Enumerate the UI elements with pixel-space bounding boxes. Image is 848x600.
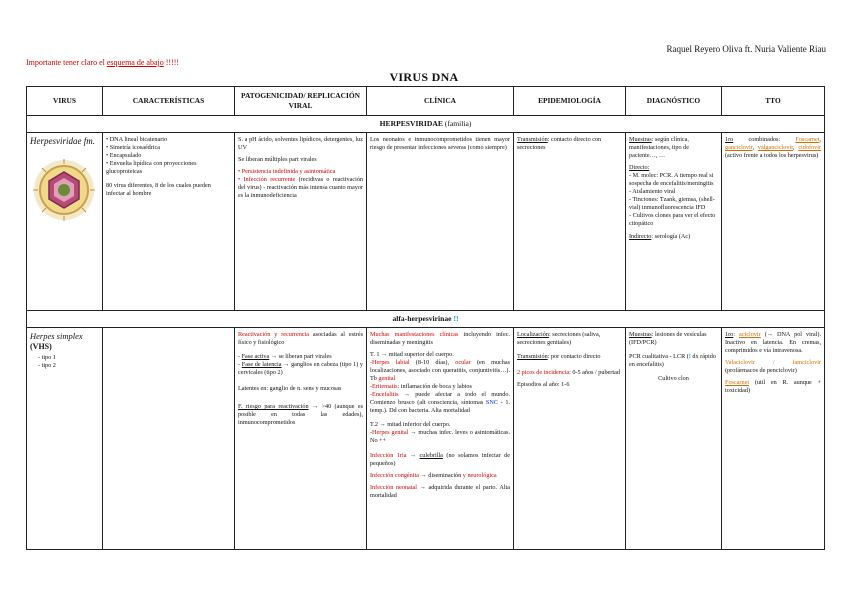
hsv-epi-text: : secreciones (saliva, secreciones genitales) xyxy=(517,330,601,346)
hsv-clin-text: → adquirida durante el parto. Alta mortalidad xyxy=(370,483,510,499)
tto-label: 1ro xyxy=(725,135,734,143)
herpesvirus-illustration xyxy=(32,158,96,222)
hsv-clin-text: → xyxy=(406,451,420,459)
hsv-clin-text: : inflamación de boca y labios xyxy=(397,383,472,391)
virus-table xyxy=(26,86,825,550)
hsv-tto-text: (→ DNA pol viral). Inactivo en latencia. En cremas, comprimidos e vía intravenosa. xyxy=(725,330,821,354)
col-header-caracteristicas: CARACTERÍSTICAS xyxy=(103,87,235,116)
epi-text: : contacto directo con secreciones xyxy=(517,135,602,151)
hsv-diag-pcr: PCR cualitativa - LCR xyxy=(629,352,686,360)
diag-item: - Tinciones: Tzank, giemsa, (shell-vial) inmunofluorescencia IFD xyxy=(629,196,715,212)
hsv-tto-text: : xyxy=(733,330,740,338)
tto-text: combinados: xyxy=(733,135,796,143)
hsv-type: tipo 2 xyxy=(41,362,56,370)
hsv-clin-text: (en muchas localizaciones, asociado con queratitis, conjuntivitis…). Tb xyxy=(370,358,510,383)
hsv-clin-genital: genital xyxy=(378,375,396,383)
hsv-clin-labial: -Herpes labial xyxy=(370,358,410,366)
hsv-diag-text: : lesiones de vesículas (IFD/PCR) xyxy=(629,330,707,346)
hsv-clin-text: incluyendo infec. diseminadas y meningitis xyxy=(370,330,510,346)
hsv-tto-label: 1ro xyxy=(725,330,734,338)
hsv-epi-picos: 2 picos de incidencia xyxy=(517,368,570,376)
hsv-clin-text: (8-10 días), xyxy=(409,358,456,366)
table-header-row xyxy=(27,87,825,116)
tto-sep: , xyxy=(819,135,821,143)
section2-title: alfa-herpesvirinae xyxy=(392,313,452,323)
section-title-alfa xyxy=(27,310,825,327)
diag-indirecto-text: : serología (Ac) xyxy=(651,232,691,240)
important-prefix: Importante tener claro el xyxy=(26,58,107,67)
hsv-fase-latencia: Fase de latencia xyxy=(241,360,282,368)
col-header-virus: VIRUS xyxy=(27,87,103,116)
caract-note: 80 virus diferentes, 8 de los cuales pueden infectar al hombre xyxy=(106,182,211,198)
tto-sep: , xyxy=(793,143,799,151)
hsv-clin-text: (no solamos infectar de pequeños) xyxy=(370,451,511,467)
hsv-epi-episodios: Episodios al año: 1-6 xyxy=(517,380,570,388)
cell-virus xyxy=(27,132,103,310)
author-credit: Raquel Reyero Oliva ft. Nuria Valiente Riau xyxy=(666,44,826,54)
pato-recurrente: • Infección recurrente xyxy=(238,176,296,184)
clinica-text: Los neonatos e inmunocomprometidos tienen mayor riesgo de presentar infecciones severas (como siempre) xyxy=(370,135,510,151)
hsv-diag-alert: ! xyxy=(688,352,691,360)
epi-label: Transmisión xyxy=(517,135,548,143)
col-header-diagnostico: DIAGNÓSTICO xyxy=(626,87,722,116)
hsv-type: tipo 1 xyxy=(41,354,56,362)
hsv-clin-neonatal: Infección neonatal xyxy=(370,483,417,491)
hsv-fase-activa: Fase activa xyxy=(241,352,270,360)
hsv-epi-text: : por contacto directo xyxy=(547,352,601,360)
caract-item: • Envuelta lipídica con proyecciones glucoproteicas xyxy=(106,160,197,176)
hsv-clin-lead: Muchas manifestaciones clínicas xyxy=(370,330,459,338)
hsv-tto-text: (util en R. aunque + toxicidad) xyxy=(725,379,821,395)
section1-sub: (familia) xyxy=(442,119,472,128)
cell-clinica-hsv xyxy=(367,327,514,549)
caract-item: • DNA lineal bicatenario xyxy=(106,135,168,143)
tto-text: (activo frente a todos los herpesvirus) xyxy=(725,151,819,159)
hsv-clin-culebrilla: culebrilla xyxy=(419,451,443,459)
cell-diagnostico-hsv xyxy=(626,327,722,549)
hsv-clin-congenita: Infección congénita xyxy=(370,471,419,479)
hsv-tto-drug: Foscarnet xyxy=(725,379,750,387)
hsv-clin-snc: SNC xyxy=(485,399,498,407)
virus-name-hsv: Herpes simplex xyxy=(30,330,83,341)
cell-virus-hsv: Herpes simplex (VHS) - tipo 1 - tipo 2 xyxy=(27,327,103,549)
pato-liberacion: Se liberan múltiples part virales xyxy=(238,155,317,163)
hsv-diag-cultivo: Cultivo clon xyxy=(658,374,689,382)
hsv-diag-text: ( xyxy=(685,352,689,360)
hsv-pato-text: asociadas al estrés físico y fisiológico xyxy=(238,330,364,346)
table-row-herpesviridae xyxy=(27,132,825,310)
hsv-clin-text: → puede afectar a todo el mundo. Comienzo brusco (alt consciencia, síntomas xyxy=(370,391,510,407)
cell-tto xyxy=(722,132,825,310)
cell-patogenicidad xyxy=(235,132,367,310)
pato-sensibilidad: S. a pH ácido, solventes lipídicos, detergentes, luz UV xyxy=(238,135,363,151)
hsv-tto-drug: Valaciclovir / famciclovir xyxy=(725,358,821,366)
hsv-tto-drug: aciclovir xyxy=(739,330,761,338)
hsv-clin-encefalitis: -Encefalitis xyxy=(370,391,399,399)
col-header-clinica: CLÍNICA xyxy=(367,87,514,116)
hsv-pato-text: → >40 (aunque es posible en todas las edades), inmunocomprometidos xyxy=(238,403,363,427)
col-header-tto: TTO xyxy=(722,87,825,116)
hsv-pato-reactivacion: Reactivación y recurrencia xyxy=(238,330,310,338)
section-row-alfa xyxy=(27,310,825,327)
cell-diagnostico xyxy=(626,132,722,310)
section-title-herpesviridae xyxy=(27,116,825,133)
section1-title: HERPESVIRIDAE xyxy=(379,119,443,128)
cell-tto-hsv xyxy=(722,327,825,549)
diag-directo-label: Directo: xyxy=(629,164,650,172)
hsv-clin-t2: T.2 → mitad inferior del cuerpo. xyxy=(370,421,451,429)
hsv-clin-text: → diseminación xyxy=(418,471,462,479)
hsv-clin-eritematis: -Eritematis xyxy=(370,383,398,391)
virus-name: Herpesviridae fm. xyxy=(30,135,95,146)
tto-drug: Foscarnet xyxy=(795,135,820,143)
hsv-riesgo-label: F. riesgo para reactivación xyxy=(238,403,309,411)
page-title: VIRUS DNA xyxy=(389,70,459,84)
caract-item: • Encapsulado xyxy=(106,151,142,159)
important-note xyxy=(26,58,179,67)
hsv-pato-text: → se liberan part virales xyxy=(269,352,332,360)
hsv-tto-text: (profármacos de penciclovir) xyxy=(725,366,797,374)
hsv-clin-1ria: Infección 1ria xyxy=(370,451,407,459)
important-suffix: !!!!! xyxy=(163,58,180,67)
cell-patogenicidad-hsv: Reactivación y recurrencia asociadas al estrés físico y fisiológico - Fase activa → se liberan part virales - Fase de latencia → ganglios en cabeza (tipo 1) y cervicales (tipo 2) Latentes en: ganglio de n. sens y mucosas F. riesgo para reactivación → >40 (aunque es posible en todas las edades), inmunocomprometidos xyxy=(235,327,367,549)
hsv-latentes: Latentes en: ganglio de n. sens y mucosas xyxy=(238,385,342,393)
caract-item: • Simetría icosaédrica xyxy=(106,143,161,151)
cell-caracteristicas-hsv xyxy=(103,327,235,549)
hsv-clin-ocular: ocular xyxy=(455,358,471,366)
diag-muestras-label: Muestras xyxy=(629,135,652,143)
tto-drug: cidofovir xyxy=(798,143,821,151)
hsv-diag-text: dx rápido en encefalitis) xyxy=(629,352,716,368)
hsv-clin-text: → muchas infec. leves o asintomáticas. No ++ xyxy=(370,429,510,445)
cell-clinica xyxy=(367,132,514,310)
cell-caracteristicas xyxy=(103,132,235,310)
table-row-hsv xyxy=(27,327,825,549)
pato-persistencia: • Persistencia indefinida y asintomática xyxy=(238,168,336,176)
hsv-epi-label: Transmisión xyxy=(517,352,548,360)
hsv-epi-label: Localización xyxy=(517,330,549,338)
diag-indirecto-label: Indirecto xyxy=(629,232,652,240)
hsv-pato-text: → ganglios en cabeza (tipo 1) y cervicales (tipo 2) xyxy=(238,360,364,376)
important-link[interactable]: esquema de abajo xyxy=(106,58,164,67)
hsv-clin-text: y neurológica xyxy=(461,471,497,479)
diag-item: - M. molec: PCR. A tiempo real si sospecha de encefalitis/meningitis xyxy=(629,172,714,188)
diag-muestras-text: : según clínica, manifestaciones, tipo de paciente…, … xyxy=(629,135,689,159)
tto-drug: ganciclovir xyxy=(725,143,753,151)
col-header-patogenicidad: PATOGENICIDAD/ REPLICACIÓN VIRAL xyxy=(235,87,367,116)
tto-drug: valganciclovir xyxy=(757,143,794,151)
hsv-clin-genital2: -Herpes genital xyxy=(370,429,409,437)
hsv-clin-t1: T. 1 → mitad superior del cuerpo. xyxy=(370,350,454,358)
hsv-diag-label: Muestras xyxy=(629,330,652,338)
diag-item: - Aislamiento viral xyxy=(629,188,676,196)
virus-abbr-hsv: (VHS) xyxy=(30,341,52,351)
section-row-herpesviridae xyxy=(27,116,825,133)
hsv-clin-text: - 1. temp.). Dd con bacteria. Alta mortalidad xyxy=(370,399,510,415)
hsv-epi-text: : 0-5 años / pubertad xyxy=(569,368,620,376)
pato-recurrente-desc: (recidivas o reactivación del virus) - reactivación más intensa cuanto mayor es la inmunodeficiencia xyxy=(238,176,364,200)
tto-sep: , xyxy=(752,143,758,151)
section2-mark: !! xyxy=(451,313,459,323)
cell-epidemiologia xyxy=(514,132,626,310)
diag-item: - Cultivos clones para ver el efecto citopático xyxy=(629,212,716,228)
col-header-epidemiologia: EPIDEMIOLOGÍA xyxy=(514,87,626,116)
cell-epidemiologia-hsv xyxy=(514,327,626,549)
